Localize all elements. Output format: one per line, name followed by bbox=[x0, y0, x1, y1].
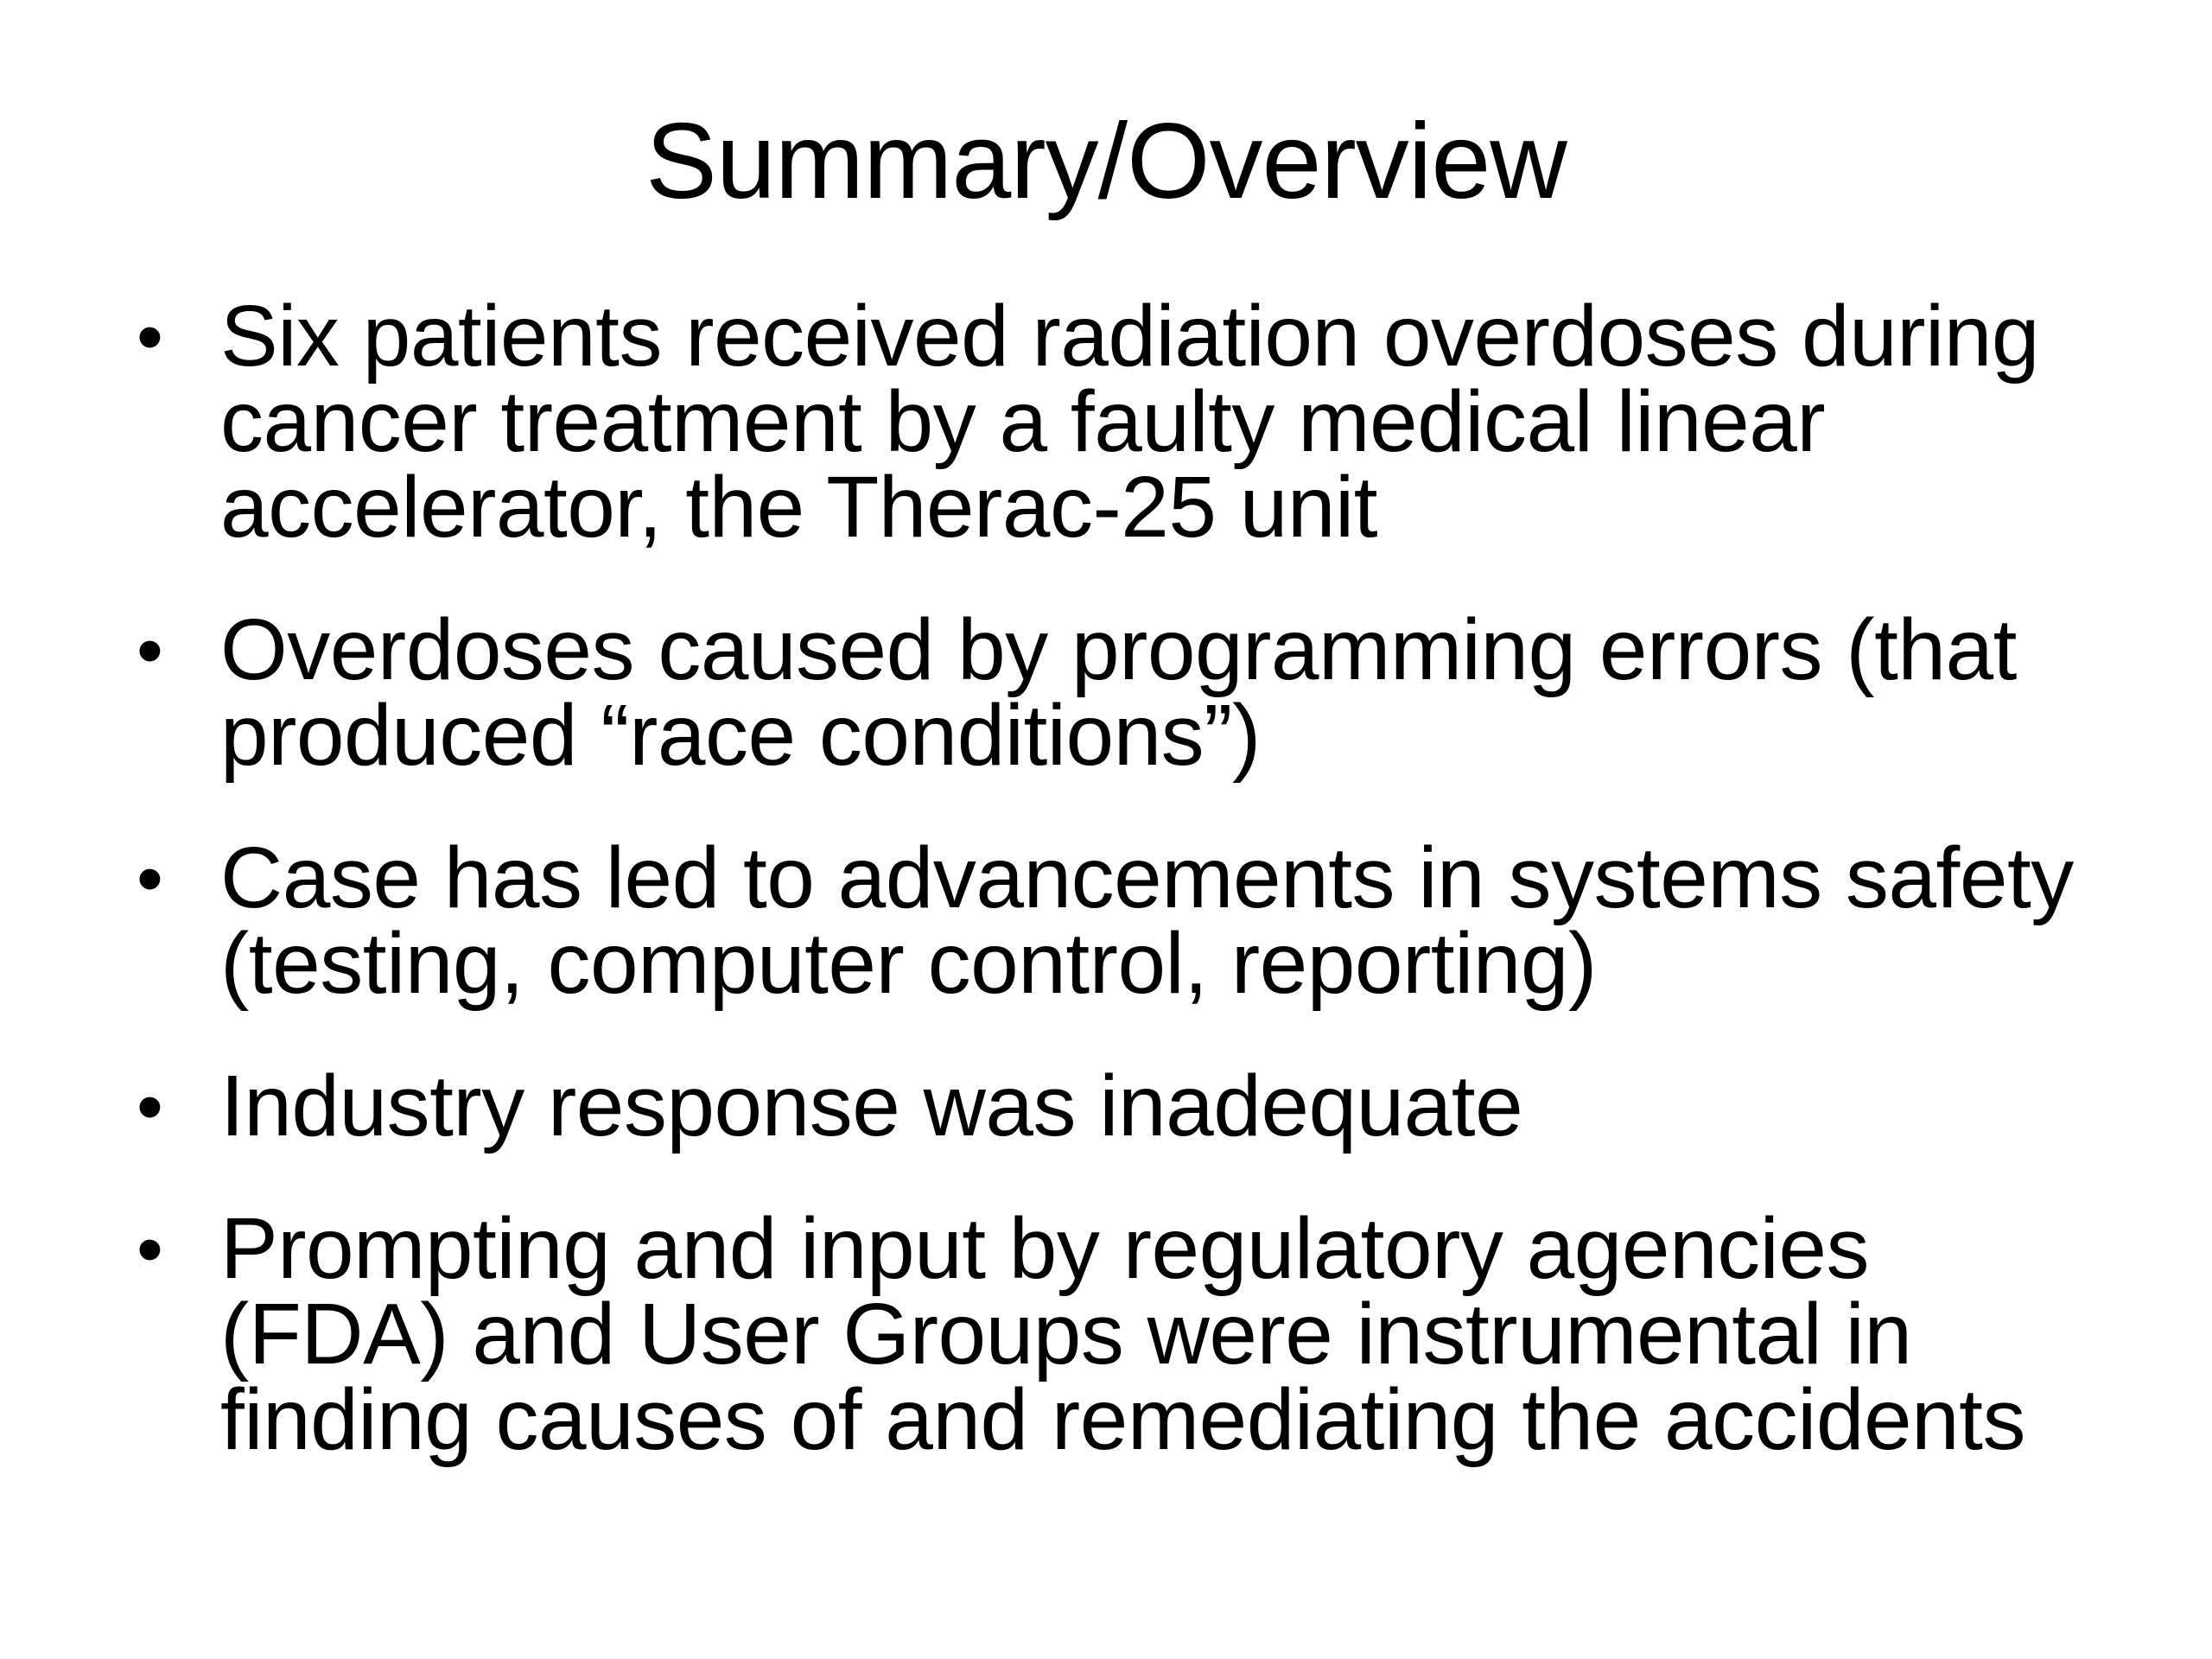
bullet-item bbox=[130, 1058, 2100, 1154]
slide-title: Summary/Overview bbox=[645, 102, 1567, 221]
bullet-text: Case has led to advancements in systems safety (testing, computer control, reporting) bbox=[220, 830, 2074, 1012]
bullet-item bbox=[130, 1200, 2100, 1468]
bullet-dot-icon: • bbox=[137, 836, 163, 921]
bullet-dot-icon: • bbox=[137, 1206, 163, 1292]
bullet-item bbox=[130, 288, 2100, 556]
bullet-text: Industry response was inadequate bbox=[220, 1058, 1523, 1154]
bullet-item bbox=[130, 830, 2100, 1012]
bullet-dot-icon: • bbox=[137, 294, 163, 379]
bullet-dot-icon: • bbox=[137, 1064, 163, 1149]
bullet-text: Prompting and input by regulatory agencies (FDA) and User Groups were instrumental in finding causes of and remediating the accidents bbox=[220, 1200, 2025, 1468]
bullet-text: Six patients received radiation overdoses during cancer treatment by a faulty medical linear accelerator, the Therac-25 unit bbox=[220, 288, 2040, 556]
bullet-item bbox=[130, 601, 2100, 784]
bullet-dot-icon: • bbox=[137, 607, 163, 693]
bullet-list bbox=[130, 288, 2100, 1520]
bullet-text: Overdoses caused by programming errors (that produced “race conditions”) bbox=[220, 601, 2017, 784]
